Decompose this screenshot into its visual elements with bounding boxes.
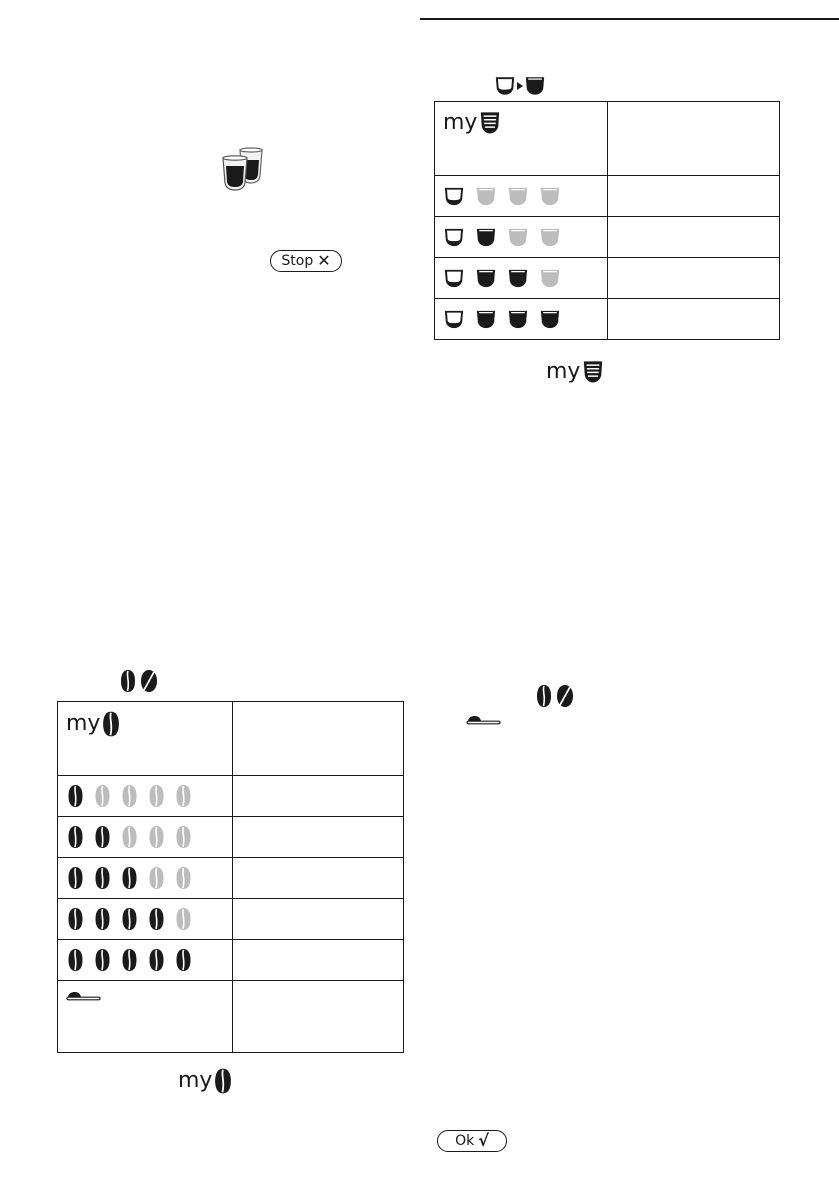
ground-coffee-scoop-icon <box>466 713 502 725</box>
bean-aroma-icon <box>536 684 576 708</box>
coffee-bean-icon <box>93 948 112 972</box>
my-aroma-icon <box>58 702 232 738</box>
aroma-level-3 <box>58 866 232 890</box>
table-row <box>58 776 404 817</box>
espresso-cups-icon <box>220 146 268 192</box>
table-cell <box>233 817 404 858</box>
table-row <box>58 899 404 940</box>
my-label: my <box>66 711 101 736</box>
my-volume-icon <box>435 102 607 135</box>
coffee-bean-icon <box>214 1067 232 1095</box>
coffee-bean-icon <box>147 784 166 808</box>
cup-stripes-icon <box>582 359 604 384</box>
cup-icon <box>475 227 497 247</box>
aroma-table <box>57 701 404 1053</box>
cup-size-arrow-icon <box>494 74 546 98</box>
bean-aroma-icon <box>120 669 160 693</box>
table-cell <box>233 776 404 817</box>
coffee-bean-icon <box>102 710 120 738</box>
coffee-bean-icon <box>174 784 193 808</box>
header-rule <box>420 18 839 20</box>
coffee-bean-icon <box>147 825 166 849</box>
ground-coffee-scoop-icon <box>66 990 102 1002</box>
aroma-header-cell <box>58 702 233 776</box>
cup-icon <box>475 309 497 329</box>
check-icon: √ <box>478 1131 489 1150</box>
stop-button[interactable] <box>270 250 342 272</box>
coffee-bean-icon <box>174 948 193 972</box>
cup-icon <box>507 227 529 247</box>
my-label: my <box>178 1068 213 1093</box>
coffee-bean-icon <box>66 784 85 808</box>
table-row <box>435 299 780 340</box>
cup-icon <box>507 268 529 288</box>
volume-level-1 <box>435 186 607 206</box>
volume-header-desc <box>608 102 780 176</box>
cup-icon <box>539 309 561 329</box>
coffee-bean-icon <box>93 825 112 849</box>
volume-header-cell <box>435 102 608 176</box>
cup-stripes-icon <box>479 110 501 135</box>
coffee-bean-icon <box>120 948 139 972</box>
table-cell <box>608 258 780 299</box>
cup-icon <box>507 309 529 329</box>
cup-icon <box>443 227 465 247</box>
my-volume-inline-icon <box>546 359 604 384</box>
volume-table <box>434 101 780 340</box>
ok-button-label: Ok <box>455 1133 475 1149</box>
coffee-bean-icon <box>93 866 112 890</box>
volume-level-3 <box>435 268 607 288</box>
cup-icon <box>507 186 529 206</box>
coffee-bean-icon <box>147 866 166 890</box>
my-label: my <box>546 358 581 384</box>
aroma-level-2 <box>58 825 232 849</box>
coffee-bean-icon <box>66 866 85 890</box>
cup-icon <box>539 268 561 288</box>
aroma-level-5 <box>58 948 232 972</box>
aroma-level-1 <box>58 784 232 808</box>
cup-icon <box>539 186 561 206</box>
coffee-bean-icon <box>147 907 166 931</box>
table-cell <box>233 899 404 940</box>
coffee-bean-icon <box>93 784 112 808</box>
stop-button-label: Stop <box>281 253 314 269</box>
table-cell <box>608 217 780 258</box>
my-aroma-inline-icon <box>178 1067 232 1095</box>
close-icon: ✕ <box>317 251 331 270</box>
table-row <box>435 176 780 217</box>
pre-ground-cell <box>58 981 232 1007</box>
volume-level-4 <box>435 309 607 329</box>
coffee-bean-icon <box>147 948 166 972</box>
cup-icon <box>443 309 465 329</box>
coffee-bean-icon <box>174 907 193 931</box>
ok-button[interactable] <box>437 1130 507 1152</box>
table-row <box>58 981 404 1053</box>
cup-icon <box>475 186 497 206</box>
table-cell <box>233 940 404 981</box>
coffee-bean-icon <box>120 866 139 890</box>
aroma-level-4 <box>58 907 232 931</box>
coffee-bean-icon <box>174 825 193 849</box>
table-row <box>435 258 780 299</box>
table-row <box>58 940 404 981</box>
coffee-bean-icon <box>174 866 193 890</box>
table-cell <box>608 176 780 217</box>
coffee-bean-icon <box>120 825 139 849</box>
table-row <box>58 858 404 899</box>
coffee-bean-icon <box>120 784 139 808</box>
coffee-bean-icon <box>120 907 139 931</box>
coffee-bean-icon <box>66 948 85 972</box>
cup-icon <box>443 268 465 288</box>
cup-icon <box>539 227 561 247</box>
cup-icon <box>475 268 497 288</box>
table-row <box>435 217 780 258</box>
coffee-bean-icon <box>66 825 85 849</box>
volume-level-2 <box>435 227 607 247</box>
table-row <box>58 817 404 858</box>
aroma-header-desc <box>233 702 404 776</box>
table-cell <box>608 299 780 340</box>
coffee-bean-icon <box>66 907 85 931</box>
table-cell <box>233 858 404 899</box>
coffee-bean-icon <box>93 907 112 931</box>
table-cell <box>233 981 404 1053</box>
my-label: my <box>443 109 478 135</box>
cup-icon <box>443 186 465 206</box>
